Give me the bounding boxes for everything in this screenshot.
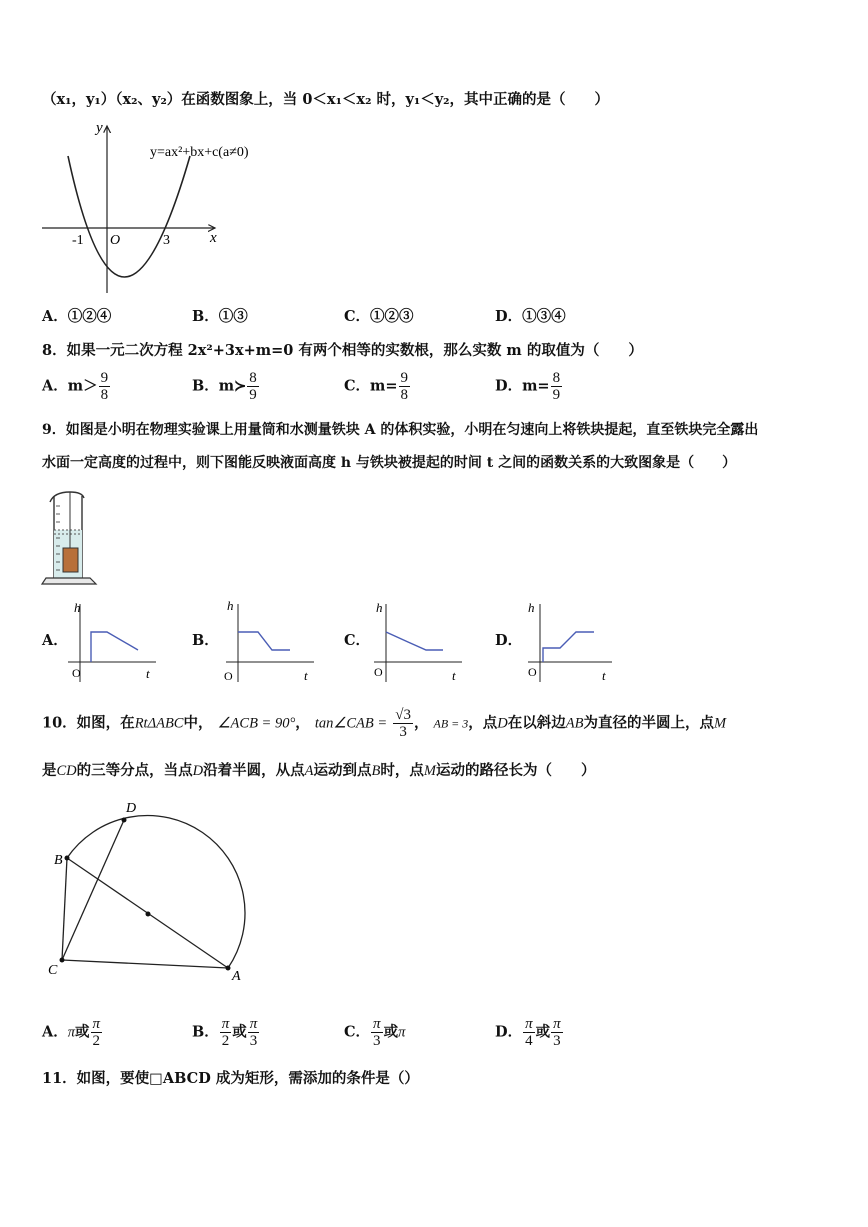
svg-text:O: O xyxy=(72,666,81,680)
q10-option-b[interactable]: B． $\frac{\pi}{2}$ 或 $\frac{\pi}{3}$ xyxy=(192,1016,258,1049)
q7-option-a[interactable]: A．①②④ xyxy=(42,308,112,325)
q9-option-d-label[interactable]: D． xyxy=(495,632,523,649)
q7-option-b[interactable]: B．①③ xyxy=(192,308,248,325)
q10-option-a[interactable]: A．π或 $\frac{\pi}{2}$ xyxy=(42,1016,101,1049)
fraction: $\frac{8}{9}$ xyxy=(249,370,257,403)
svg-text:t: t xyxy=(146,666,150,681)
fraction: $\frac{8}{9}$ xyxy=(552,370,561,403)
q9-option-a-label[interactable]: A． xyxy=(42,632,68,649)
parabola-graph xyxy=(40,118,280,298)
semicircle-arc xyxy=(67,816,245,968)
q10-option-c[interactable]: C． $\frac{\pi}{3}$ 或π xyxy=(344,1016,406,1049)
root-right-label: 3 xyxy=(163,233,170,248)
question-11-stem: 11．如图，要使□ABCD 成为矩形，需添加的条件是（） xyxy=(42,1070,419,1087)
fraction: $\frac{9}{8}$ xyxy=(400,370,409,403)
q8-option-b[interactable]: B．m≻ $\frac{8}{9}$ xyxy=(192,370,257,403)
svg-text:A: A xyxy=(232,969,241,984)
q9-option-b-label[interactable]: B． xyxy=(192,632,219,649)
measuring-cylinder-figure xyxy=(42,488,102,588)
q9-graph-d[interactable] xyxy=(518,600,618,685)
equation-label: y=ax²+bx+c(a≠0) xyxy=(150,145,249,160)
q9-graph-b[interactable] xyxy=(220,600,320,685)
svg-text:h: h xyxy=(74,600,81,615)
svg-text:B: B xyxy=(54,853,63,868)
question-9-stem-line2: 水面一定高度的过程中，则下图能反映液面高度 h 与铁块被提起的时间 t 之间的函数关系的大致图象是（ ） xyxy=(42,455,737,471)
q9-graph-a[interactable] xyxy=(62,600,162,685)
question-10-stem-line2: 是CD的三等分点，当点D沿着半圆，从点A运动到点B时，点M运动的路径长为（ ） xyxy=(42,762,596,779)
q9-graph-c[interactable] xyxy=(368,600,468,685)
root-left-label: -1 xyxy=(72,233,84,248)
q8-option-d[interactable]: D．m= $\frac{8}{9}$ xyxy=(495,370,561,403)
side-ca xyxy=(62,960,228,968)
question-10-stem-line1: 10．如图，在RtΔABC中， ∠ACB = 90°， tan∠CAB = $\frac{√3}{3}$ ， AB = 3，点D在以斜边AB为直径的半圆上，点M xyxy=(42,707,727,740)
svg-text:O: O xyxy=(374,665,383,679)
fraction: $\frac{9}{8}$ xyxy=(100,370,109,403)
question-8-stem: 8．如果一元二次方程 2x²+3x+m=0 有两个相等的实数根，那么实数 m 的取值为（ ） xyxy=(42,342,643,359)
svg-text:t: t xyxy=(602,668,606,683)
q8-option-c[interactable]: C．m= $\frac{9}{8}$ xyxy=(344,370,409,403)
q7-option-d[interactable]: D．①③④ xyxy=(495,308,566,325)
tan-fraction: $\frac{√3}{3}$ xyxy=(395,707,411,740)
q7-option-c[interactable]: C．①②③ xyxy=(344,308,414,325)
side-bc xyxy=(62,858,67,960)
y-axis-label: y xyxy=(96,120,103,136)
origin-label: O xyxy=(110,233,121,248)
svg-text:h: h xyxy=(528,600,535,615)
question-9-stem-line1: 9．如图是小明在物理实验课上用量筒和水测量铁块 A 的体积实验，小明在匀速向上将铁块提起，直至铁块完全露出 xyxy=(42,422,759,438)
q9-option-c-label[interactable]: C． xyxy=(344,632,371,649)
semicircle-figure xyxy=(40,798,270,988)
q8-option-a[interactable]: A．m＞ $\frac{9}{8}$ xyxy=(42,370,109,403)
question-7-stem: （x₁，y₁）（x₂、y₂）在函数图象上，当 0＜x₁＜x₂ 时，y₁＜y₂，其中正确的是（ ） xyxy=(42,91,610,108)
svg-text:D: D xyxy=(126,801,137,816)
parabola-curve xyxy=(68,156,190,277)
svg-text:t: t xyxy=(452,668,456,683)
svg-text:C: C xyxy=(48,963,58,978)
svg-text:O: O xyxy=(528,665,537,679)
svg-text:h: h xyxy=(376,600,383,615)
svg-text:t: t xyxy=(304,668,308,683)
svg-text:h: h xyxy=(227,598,234,613)
q10-option-d[interactable]: D． $\frac{\pi}{4}$ 或 $\frac{\pi}{3}$ xyxy=(495,1016,561,1049)
svg-text:O: O xyxy=(224,669,233,683)
x-axis-label: x xyxy=(210,230,217,246)
